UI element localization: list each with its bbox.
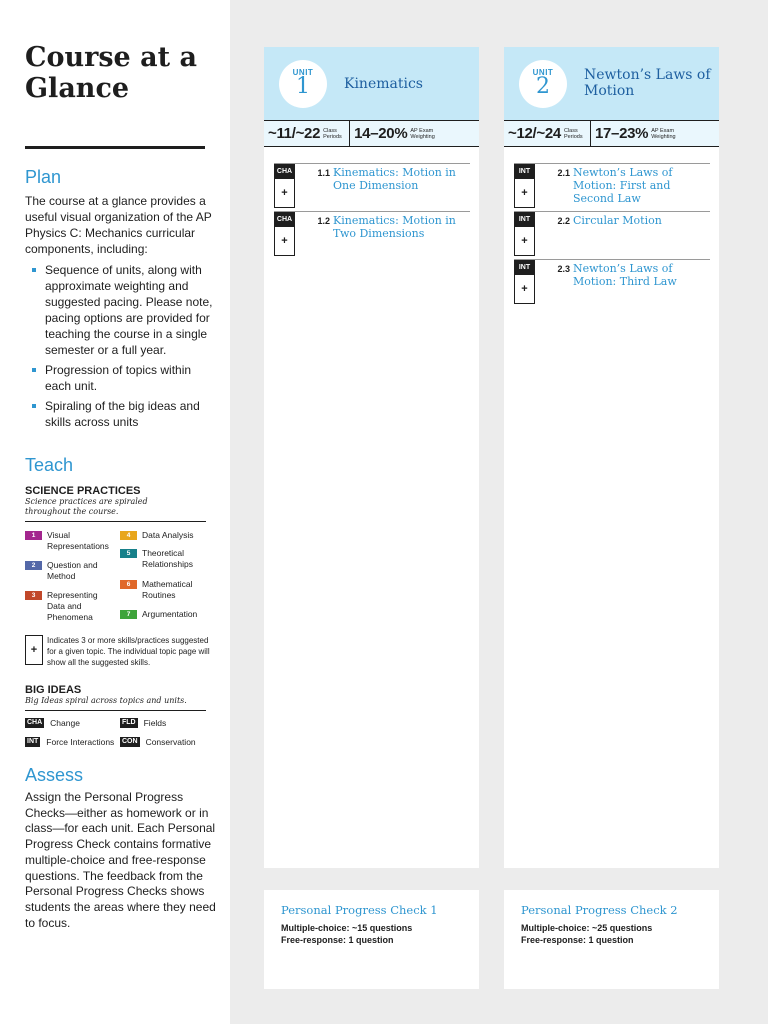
big-idea-label: Change bbox=[50, 718, 80, 728]
class-periods-label: Class Periods bbox=[323, 127, 342, 140]
topic-row[interactable] bbox=[514, 163, 710, 211]
plus-icon: + bbox=[281, 187, 288, 199]
unit-number: 1 bbox=[296, 74, 310, 99]
progress-check-fr: Free-response: 1 question bbox=[521, 935, 634, 945]
big-idea-tag: CHA bbox=[275, 165, 294, 179]
topic-row[interactable] bbox=[274, 163, 470, 211]
progress-check-title[interactable]: Personal Progress Check 1 bbox=[281, 903, 438, 917]
plan-bullet: Spiraling of the big ideas and skills across units bbox=[30, 398, 215, 430]
practices-divider bbox=[25, 521, 206, 522]
topic-link[interactable]: Kinematics: Motion in Two Dimensions bbox=[333, 214, 456, 240]
big-idea-chip bbox=[514, 212, 535, 256]
practice-label: Data Analysis bbox=[142, 530, 194, 540]
practice-item bbox=[120, 530, 217, 541]
practice-item bbox=[25, 530, 112, 552]
big-ideas-title: BIG IDEAS bbox=[25, 684, 82, 696]
big-idea-tag: FLD bbox=[122, 719, 136, 726]
big-idea-label: Conservation bbox=[145, 737, 196, 747]
big-idea-chip bbox=[514, 164, 535, 208]
big-idea-tag: CHA bbox=[27, 719, 43, 726]
big-idea-label: Fields bbox=[143, 718, 167, 728]
topic-link[interactable]: Circular Motion bbox=[573, 214, 662, 227]
sidebar bbox=[0, 0, 230, 1024]
exam-weighting-value: 14–20% bbox=[354, 125, 408, 142]
progress-check-title[interactable]: Personal Progress Check 2 bbox=[521, 903, 678, 917]
exam-weighting-label: AP Exam Weighting bbox=[651, 127, 676, 140]
plus-icon: + bbox=[521, 283, 528, 295]
unit-1-header bbox=[264, 47, 479, 120]
plus-icon: + bbox=[281, 235, 288, 247]
class-periods-value: ~12/~24 bbox=[508, 125, 561, 142]
plus-icon: + bbox=[521, 235, 528, 247]
unit-number: 2 bbox=[536, 74, 550, 99]
practice-item bbox=[120, 609, 217, 620]
unit-word: UNIT bbox=[292, 68, 314, 77]
plan-bullet-list bbox=[30, 262, 215, 434]
topic-row[interactable] bbox=[514, 211, 710, 259]
practice-label: Question and Method bbox=[47, 560, 98, 581]
class-periods-value: ~11/~22 bbox=[268, 125, 321, 142]
big-idea-tag: INT bbox=[515, 261, 534, 275]
topic-link[interactable]: Kinematics: Motion in One Dimension bbox=[333, 166, 456, 192]
big-idea-tag: INT bbox=[515, 213, 534, 227]
assess-heading: Assess bbox=[25, 765, 84, 785]
progress-check-card-2[interactable] bbox=[504, 890, 719, 989]
practice-item bbox=[120, 548, 217, 570]
big-idea-chip bbox=[274, 212, 295, 256]
big-idea-chip bbox=[274, 164, 295, 208]
exam-weighting bbox=[349, 121, 446, 146]
practice-item bbox=[120, 579, 217, 601]
class-periods bbox=[504, 121, 590, 146]
progress-check-mc: Multiple-choice: ~15 questions bbox=[281, 923, 413, 933]
big-ideas-note: Big Ideas spiral across topics and units. bbox=[25, 696, 187, 705]
practice-swatch: 3 bbox=[25, 591, 42, 600]
topic-number: 2.2 bbox=[557, 216, 570, 226]
topic-row[interactable] bbox=[274, 211, 470, 259]
practice-swatch: 1 bbox=[25, 531, 42, 540]
unit-badge bbox=[519, 60, 567, 108]
practice-label: Mathematical Routines bbox=[142, 579, 193, 600]
plus-legend bbox=[25, 635, 212, 668]
big-idea-label: Force Interactions bbox=[46, 737, 115, 747]
big-ideas-divider bbox=[25, 710, 206, 711]
assess-text: Assign the Personal Progress Checks—either as homework or in class—for each unit. Each Personal Progress Check contains formative multiple-choice and free-response questions. The feedback from the Personal Progress Checks shows students the areas where they need to focus. bbox=[25, 790, 216, 930]
practice-item bbox=[25, 590, 112, 623]
big-idea-item bbox=[25, 718, 80, 728]
unit-2-column bbox=[504, 47, 719, 868]
practice-swatch: 7 bbox=[120, 610, 137, 619]
topic-number: 1.1 bbox=[317, 168, 330, 178]
unit-name: Newton’s Laws of Motion bbox=[584, 67, 711, 99]
big-idea-tag: CHA bbox=[275, 213, 294, 227]
class-periods-label: Class Periods bbox=[563, 127, 583, 140]
unit-name: Kinematics bbox=[344, 76, 423, 92]
page-title: Course at a Glance bbox=[25, 42, 197, 104]
progress-check-fr: Free-response: 1 question bbox=[281, 935, 394, 945]
unit-2-header bbox=[504, 47, 719, 120]
big-idea-item bbox=[120, 737, 196, 747]
plan-intro: The course at a glance provides a useful visual organization of the AP Physics C: Mechanics curricular components, including: bbox=[25, 194, 212, 256]
big-idea-tag: INT bbox=[515, 165, 534, 179]
plan-bullet: Sequence of units, along with approximate weighting and suggested pacing. Please note, pacing options are provided for teaching the course in a single semester or a full year. bbox=[30, 262, 215, 358]
exam-weighting bbox=[590, 121, 687, 146]
unit-pacing bbox=[264, 120, 479, 147]
topic-number: 2.1 bbox=[557, 168, 570, 178]
practice-swatch: 4 bbox=[120, 531, 137, 540]
plus-legend-text: Indicates 3 or more skills/practices suggested for a given topic. The individual topic page will show all the suggested skills. bbox=[47, 636, 210, 667]
science-practices-title: SCIENCE PRACTICES bbox=[25, 485, 141, 497]
plan-heading: Plan bbox=[25, 167, 62, 187]
big-idea-tag: CON bbox=[122, 738, 138, 745]
topic-number: 2.3 bbox=[557, 264, 570, 274]
plus-icon: + bbox=[25, 635, 43, 665]
exam-weighting-value: 17–23% bbox=[594, 125, 649, 142]
practice-item bbox=[25, 560, 112, 582]
big-idea-item bbox=[120, 718, 166, 728]
topic-row[interactable] bbox=[514, 259, 710, 307]
practice-swatch: 6 bbox=[120, 580, 137, 589]
topic-link[interactable]: Newton’s Laws of Motion: Third Law bbox=[573, 262, 677, 288]
practice-label: Representing Data and Phenomena bbox=[47, 590, 98, 622]
plan-bullet: Progression of topics within each unit. bbox=[30, 362, 215, 394]
big-idea-tag: INT bbox=[27, 738, 39, 745]
main-area bbox=[230, 0, 768, 1024]
plus-icon: + bbox=[521, 187, 528, 199]
unit-1-column bbox=[264, 47, 479, 868]
practice-label: Visual Representations bbox=[47, 530, 109, 551]
topic-link[interactable]: Newton’s Laws of Motion: First and Second Law bbox=[573, 166, 673, 205]
big-idea-chip bbox=[514, 260, 535, 304]
class-periods bbox=[264, 121, 349, 146]
practice-label: Theoretical Relationships bbox=[142, 548, 194, 569]
exam-weighting-label: AP Exam Weighting bbox=[410, 127, 435, 140]
science-practices-note: Science practices are spiraled throughout the course. bbox=[25, 497, 148, 516]
practice-swatch: 2 bbox=[25, 561, 42, 570]
big-idea-item bbox=[25, 737, 114, 747]
progress-check-mc: Multiple-choice: ~25 questions bbox=[521, 923, 653, 933]
topic-number: 1.2 bbox=[317, 216, 330, 226]
unit-badge bbox=[279, 60, 327, 108]
teach-heading: Teach bbox=[25, 455, 74, 475]
practice-swatch: 5 bbox=[120, 549, 137, 558]
unit-pacing bbox=[504, 120, 719, 147]
progress-check-card-1[interactable] bbox=[264, 890, 479, 989]
title-divider bbox=[25, 146, 205, 149]
practice-label: Argumentation bbox=[142, 609, 198, 619]
unit-word: UNIT bbox=[532, 68, 554, 77]
